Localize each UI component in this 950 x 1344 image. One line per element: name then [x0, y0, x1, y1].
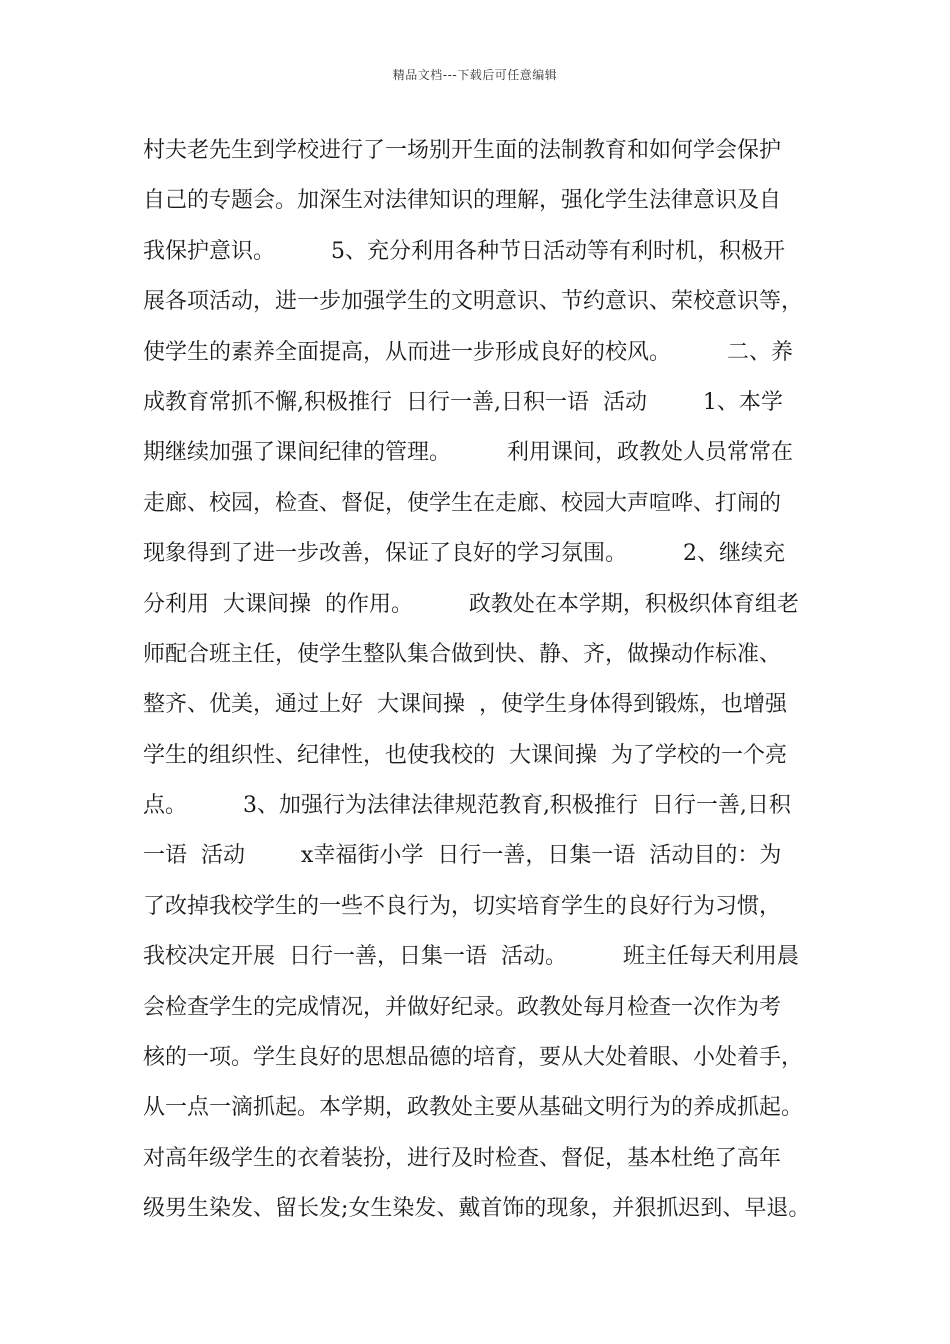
text-line: 核的一项。学生良好的思想品德的培育，要从大处着眼、小处着手， — [143, 1045, 804, 1071]
text-line: 走廊、校园，检查、督促，使学生在走廊、校园大声喧哗、打闹的 — [143, 490, 782, 516]
text-line: 我校决定开展 日行一善，日集一语 活动。 班主任每天利用晨 — [143, 944, 799, 970]
text-line: 现象得到了进一步改善，保证了良好的学习氛围。 2、继续充 — [143, 541, 785, 567]
text-line: 了改掉我校学生的一些不良行为，切实培育学生的良好行为习惯， — [143, 893, 782, 919]
body-text — [143, 126, 813, 1235]
text-line: 学生的组织性、纪律性，也使我校的 大课间操 为了学校的一个亮 — [143, 742, 787, 768]
text-line: 村夫老先生到学校进行了一场别开生面的法制教育和如何学会保护 — [143, 138, 782, 163]
text-line: 成教育常抓不懈,积极推行 日行一善,日积一语 活动 1、本学 — [143, 389, 783, 415]
text-line: 点。 3、加强行为法律法律规范教育,积极推行 日行一善,日积 — [143, 793, 791, 819]
text-line: 分利用 大课间操 的作用。 政教处在本学期，积极织体育组老 — [143, 591, 799, 617]
page-header: 精品文档---下载后可任意编辑 — [392, 68, 558, 82]
text-line: 整齐、优美，通过上好 大课间操 ，使学生身体得到锻炼，也增强 — [143, 692, 787, 718]
text-line: 师配合班主任，使学生整队集合做到快、静、齐，做操动作标准、 — [143, 641, 782, 667]
text-line: 自己的专题会。加深生对法律知识的理解，强化学生法律意识及自 — [143, 188, 782, 214]
text-line: 期继续加强了课间纪律的管理。 利用课间，政教处人员常常在 — [143, 440, 793, 466]
text-line: 级男生染发、留长发;女生染发、戴首饰的现象，并狠抓迟到、早退。 — [143, 1196, 811, 1222]
text-line: 使学生的素养全面提高，从而进一步形成良好的校风。 二、养 — [143, 339, 793, 365]
text-line: 一语 活动 x幸福街小学 日行一善，日集一语 活动目的：为 — [143, 843, 782, 869]
text-line: 我保护意识。 5、充分利用各种节日活动等有利时机，积极开 — [143, 238, 785, 264]
text-line: 展各项活动，进一步加强学生的文明意识、节约意识、荣校意识等， — [143, 289, 804, 315]
text-line: 从一点一滴抓起。本学期，政教处主要从基础文明行为的养成抓起。 — [143, 1095, 804, 1121]
text-line: 会检查学生的完成情况，并做好纪录。政教处每月检查一次作为考 — [143, 994, 782, 1020]
text-line: 对高年级学生的衣着装扮，进行及时检查、督促，基本杜绝了高年 — [143, 1145, 782, 1171]
